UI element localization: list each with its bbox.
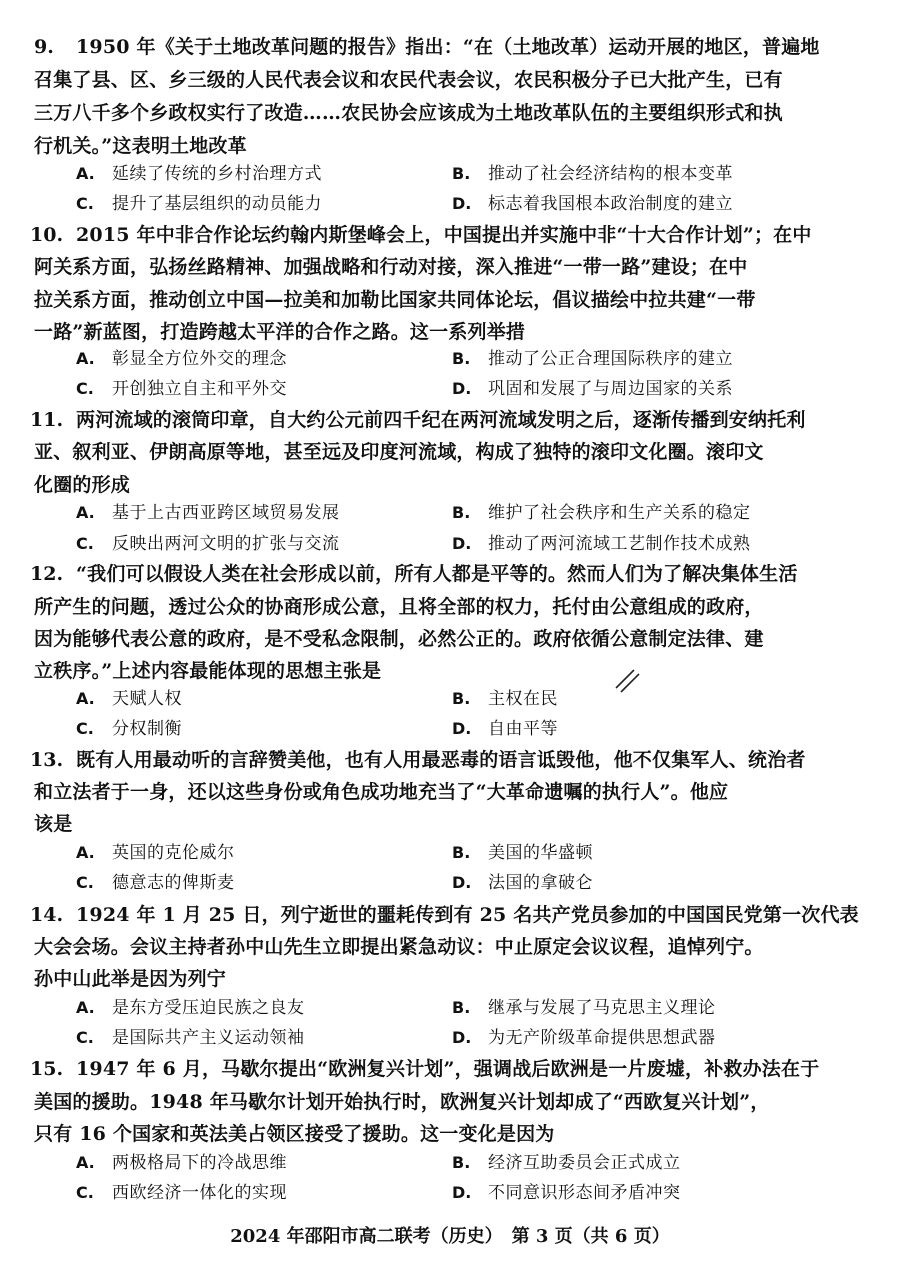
option-text: 自由平等 (488, 719, 558, 739)
option-d[interactable] (452, 1028, 716, 1048)
option-letter: A. (76, 689, 95, 708)
option-letter: A. (76, 998, 95, 1017)
question-number: 13. (30, 749, 64, 771)
question-stem-line: 因为能够代表公意的政府，是不受私念限制，必然公正的。政府依循公意制定法律、建 (34, 628, 764, 650)
option-d[interactable] (452, 534, 751, 554)
question-stem-line: 拉关系方面，推动创立中国—拉美和加勒比国家共同体论坛，倡议描绘中拉共建“一带 (34, 289, 756, 311)
question-stem-line: 1924 年 1 月 25 日，列宁逝世的噩耗传到有 25 名共产党员参加的中国国民党第一次代表 (76, 904, 859, 926)
question-stem-line: 召集了县、区、乡三级的人民代表会议和农民代表会议，农民积极分子已大批产生，已有 (34, 69, 783, 91)
option-c[interactable] (76, 719, 182, 739)
question-stem-line: 2015 年中非合作论坛约翰内斯堡峰会上，中国提出并实施中非“十大合作计划”；在中 (76, 224, 812, 246)
option-letter: C. (76, 873, 94, 892)
question-stem-line: 1950 年《关于土地改革问题的报告》指出：“在（土地改革）运动开展的地区，普遍地 (76, 36, 820, 58)
option-letter: B. (452, 164, 471, 183)
question-stem-line: 和立法者于一身，还以这些身份或角色成功地充当了“大革命遗嘱的执行人”。他应 (34, 781, 729, 803)
question-stem-line: 化圈的形成 (34, 474, 131, 496)
option-letter: D. (452, 379, 472, 398)
option-text: 推动了社会经济结构的根本变革 (488, 164, 733, 184)
option-a[interactable] (76, 689, 182, 709)
option-letter: C. (76, 1183, 94, 1202)
option-text: 经济互助委员会正式成立 (488, 1153, 681, 1173)
option-c[interactable] (76, 379, 287, 399)
pencil-mark-icon (612, 656, 642, 696)
question-stem-line: 只有 16 个国家和英法美占领区接受了援助。这一变化是因为 (34, 1123, 555, 1145)
option-b[interactable] (452, 998, 716, 1018)
option-text: 是东方受压迫民族之良友 (112, 998, 305, 1018)
option-c[interactable] (76, 1028, 305, 1048)
option-letter: B. (452, 503, 471, 522)
option-letter: A. (76, 349, 95, 368)
option-letter: D. (452, 1183, 472, 1202)
question-number: 11. (30, 409, 64, 431)
option-text: 两极格局下的冷战思维 (112, 1153, 287, 1173)
option-letter: D. (452, 719, 472, 738)
option-text: 为无产阶级革命提供思想武器 (488, 1028, 716, 1048)
option-text: 美国的华盛顿 (488, 843, 593, 863)
option-text: 彰显全方位外交的理念 (112, 349, 287, 369)
option-letter: D. (452, 1028, 472, 1047)
question-stem-line: 1947 年 6 月，马歇尔提出“欧洲复兴计划”，强调战后欧洲是一片废墟，补救办法在于 (76, 1058, 820, 1080)
option-text: 反映出两河文明的扩张与交流 (112, 534, 340, 554)
question-number: 14. (30, 904, 64, 926)
question-number: 15. (30, 1058, 64, 1080)
option-text: 不同意识形态间矛盾冲突 (488, 1183, 681, 1203)
option-text: 天赋人权 (112, 689, 182, 709)
option-letter: C. (76, 534, 94, 553)
question-stem-line: 一路”新蓝图，打造跨越太平洋的合作之路。这一系列举措 (34, 321, 526, 343)
option-letter: A. (76, 1153, 95, 1172)
option-text: 分权制衡 (112, 719, 182, 739)
option-d[interactable] (452, 719, 558, 739)
question-number: 9. (34, 36, 54, 58)
option-letter: D. (452, 534, 472, 553)
option-letter: A. (76, 843, 95, 862)
option-text: 主权在民 (488, 689, 558, 709)
option-text: 维护了社会秩序和生产关系的稳定 (488, 503, 751, 523)
question-number: 10. (30, 224, 64, 246)
option-a[interactable] (76, 843, 235, 863)
option-letter: B. (452, 689, 471, 708)
option-d[interactable] (452, 1183, 681, 1203)
option-letter: B. (452, 1153, 471, 1172)
option-a[interactable] (76, 164, 322, 184)
option-letter: D. (452, 873, 472, 892)
question-stem-line: 立秩序。”上述内容最能体现的思想主张是 (34, 660, 382, 682)
option-d[interactable] (452, 873, 593, 893)
option-text: 标志着我国根本政治制度的建立 (488, 194, 733, 214)
page-footer: 2024 年邵阳市高二联考（历史） 第 3 页（共 6 页） (230, 1226, 670, 1247)
option-text: 开创独立自主和平外交 (112, 379, 287, 399)
question-stem-line: 孙中山此举是因为列宁 (34, 968, 227, 990)
option-text: 基于上古西亚跨区域贸易发展 (112, 503, 340, 523)
question-stem-line: “我们可以假设人类在社会形成以前，所有人都是平等的。然而人们为了解决集体生活 (76, 563, 798, 585)
option-b[interactable] (452, 164, 733, 184)
question-stem-line: 所产生的问题，透过公众的协商形成公意，且将全部的权力，托付由公意组成的政府， (34, 596, 764, 618)
question-stem-line: 该是 (34, 813, 73, 835)
question-stem-line: 行机关。”这表明土地改革 (34, 135, 247, 157)
option-letter: C. (76, 194, 94, 213)
option-text: 推动了两河流域工艺制作技术成熟 (488, 534, 751, 554)
option-letter: D. (452, 194, 472, 213)
option-b[interactable] (452, 689, 558, 709)
option-text: 法国的拿破仑 (488, 873, 593, 893)
option-b[interactable] (452, 349, 733, 369)
option-text: 提升了基层组织的动员能力 (112, 194, 322, 214)
question-stem-line: 三万八千多个乡政权实行了改造……农民协会应该成为土地改革队伍的主要组织形式和执 (34, 102, 783, 124)
option-letter: B. (452, 843, 471, 862)
option-letter: B. (452, 349, 471, 368)
option-a[interactable] (76, 998, 305, 1018)
option-c[interactable] (76, 873, 235, 893)
option-b[interactable] (452, 1153, 681, 1173)
option-letter: B. (452, 998, 471, 1017)
option-letter: A. (76, 164, 95, 183)
question-stem-line: 亚、叙利亚、伊朗高原等地，甚至远及印度河流域，构成了独特的滚印文化圈。滚印文 (34, 441, 764, 463)
option-c[interactable] (76, 194, 322, 214)
option-letter: A. (76, 503, 95, 522)
option-text: 继承与发展了马克思主义理论 (488, 998, 716, 1018)
question-number: 12. (30, 563, 64, 585)
question-stem-line: 美国的援助。1948 年马歇尔计划开始执行时，欧洲复兴计划却成了“西欧复兴计划”， (34, 1091, 770, 1113)
option-text: 推动了公正合理国际秩序的建立 (488, 349, 733, 369)
option-text: 西欧经济一体化的实现 (112, 1183, 287, 1203)
option-a[interactable] (76, 349, 287, 369)
option-letter: C. (76, 379, 94, 398)
option-b[interactable] (452, 843, 593, 863)
question-stem-line: 大会会场。会议主持者孙中山先生立即提出紧急动议：中止原定会议议程，追悼列宁。 (34, 936, 764, 958)
option-text: 延续了传统的乡村治理方式 (112, 164, 322, 184)
option-a[interactable] (76, 503, 340, 523)
option-a[interactable] (76, 1153, 287, 1173)
option-text: 德意志的俾斯麦 (112, 873, 235, 893)
option-d[interactable] (452, 379, 733, 399)
option-letter: C. (76, 719, 94, 738)
question-stem-line: 两河流域的滚筒印章，自大约公元前四千纪在两河流域发明之后，逐渐传播到安纳托利 (76, 409, 806, 431)
option-text: 英国的克伦威尔 (112, 843, 235, 863)
question-stem-line: 阿关系方面，弘扬丝路精神、加强战略和行动对接，深入推进“一带一路”建设；在中 (34, 256, 748, 278)
option-c[interactable] (76, 534, 340, 554)
option-b[interactable] (452, 503, 751, 523)
option-text: 巩固和发展了与周边国家的关系 (488, 379, 733, 399)
option-letter: C. (76, 1028, 94, 1047)
question-stem-line: 既有人用最动听的言辞赞美他，也有人用最恶毒的语言诋毁他，他不仅集军人、统治者 (76, 749, 806, 771)
option-c[interactable] (76, 1183, 287, 1203)
option-d[interactable] (452, 194, 733, 214)
option-text: 是国际共产主义运动领袖 (112, 1028, 305, 1048)
